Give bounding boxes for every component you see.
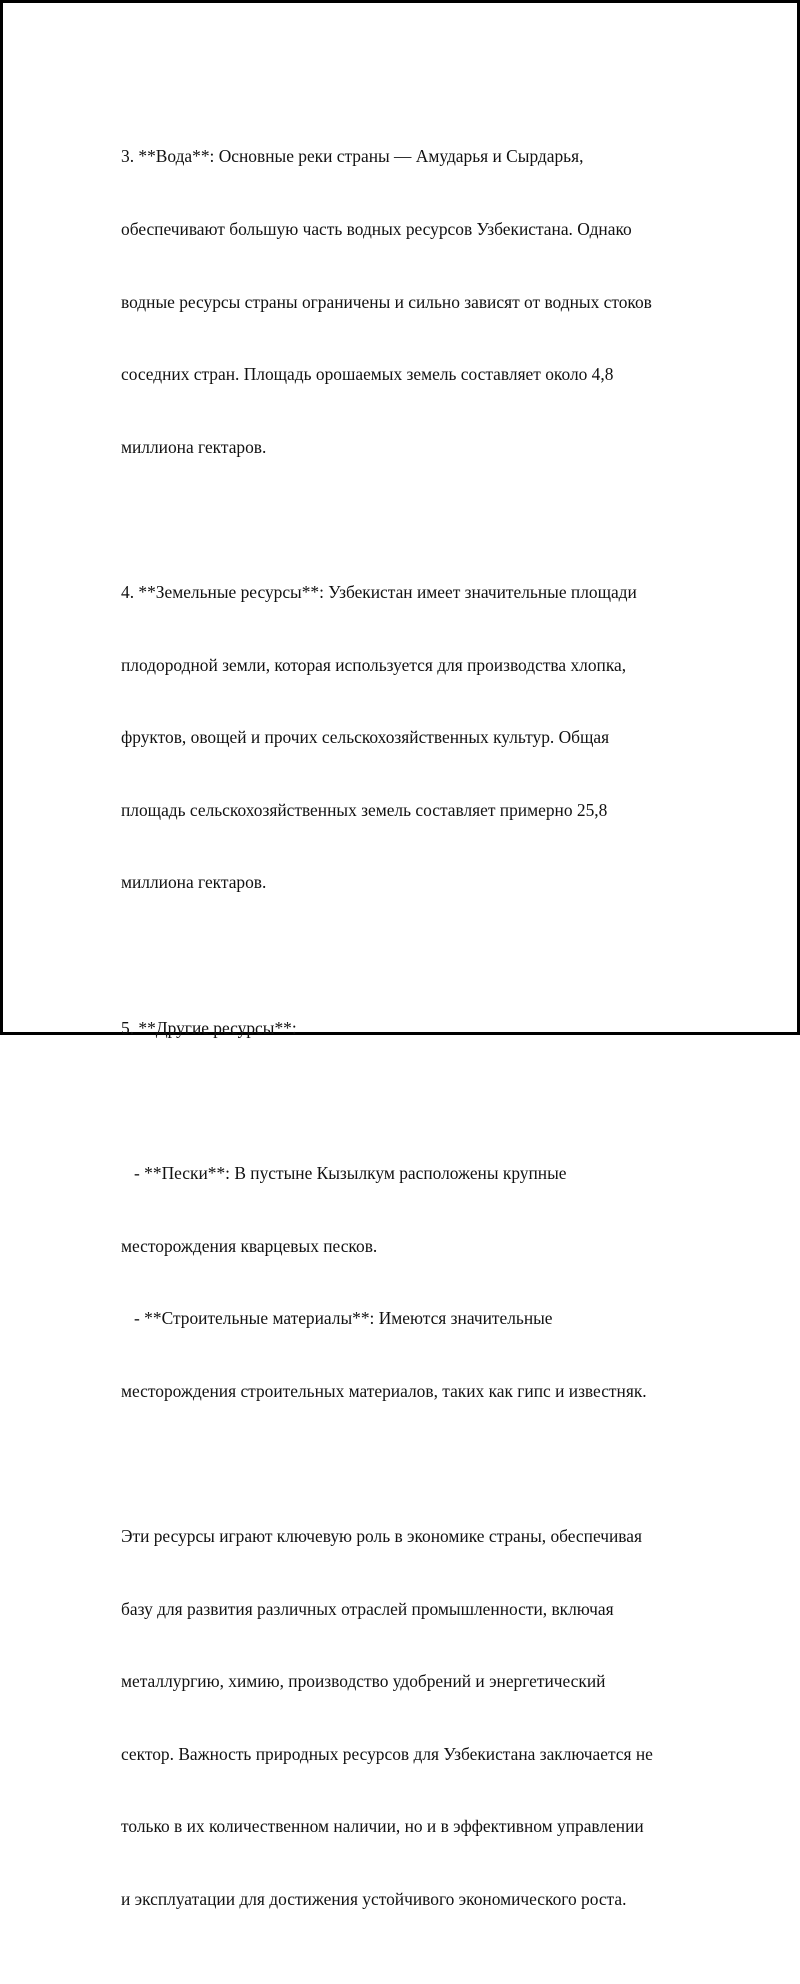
paragraph-sub-items	[121, 1112, 701, 1451]
text-line: площадь сельскохозяйственных земель составляет примерно 25,8	[121, 799, 608, 820]
text-line: обеспечивают большую часть водных ресурсов Узбекистана. Однако	[121, 219, 632, 240]
text-line: миллиона гектаров.	[121, 872, 267, 893]
text-line: месторождения строительных материалов, таких как гипс и известняк.	[121, 1380, 647, 1401]
text-line: соседних стран. Площадь орошаемых земель составляет около 4,8	[121, 364, 614, 385]
text-line: месторождения кварцевых песков.	[121, 1235, 378, 1256]
text-line: 4. **Земельные ресурсы**: Узбекистан имеет значительные площади	[121, 582, 637, 603]
paragraph-water	[121, 96, 701, 507]
text-line: - **Пески**: В пустыне Кызылкум расположены крупные	[121, 1162, 567, 1183]
text-line: фруктов, овощей и прочих сельскохозяйственных культур. Общая	[121, 727, 610, 748]
text-line: металлургию, химию, производство удобрений и энергетический	[121, 1671, 606, 1692]
text-line: 3. **Вода**: Основные реки страны — Амударья и Сырдарья,	[121, 146, 584, 167]
text-line: миллиона гектаров.	[121, 436, 267, 457]
document-body	[121, 96, 701, 1984]
paragraph-land	[121, 532, 701, 943]
text-line: только в их количественном наличии, но и в эффективном управлении	[121, 1816, 644, 1837]
paragraph-conclusion	[121, 1476, 701, 1960]
text-line: водные ресурсы страны ограничены и сильно зависят от водных стоков	[121, 291, 652, 312]
text-line: Эти ресурсы играют ключевую роль в экономике страны, обеспечивая	[121, 1525, 642, 1546]
text-line: - **Строительные материалы**: Имеются значительные	[121, 1308, 553, 1329]
text-line: сектор. Важность природных ресурсов для Узбекистана заключается не	[121, 1743, 653, 1764]
text-line: 5. **Другие ресурсы**:	[121, 1017, 297, 1038]
text-line: и эксплуатации для достижения устойчивого экономического роста.	[121, 1888, 627, 1909]
paragraph-other-resources	[121, 967, 701, 1088]
text-line: плодородной земли, которая используется для производства хлопка,	[121, 654, 627, 675]
text-line: базу для развития различных отраслей промышленности, включая	[121, 1598, 614, 1619]
